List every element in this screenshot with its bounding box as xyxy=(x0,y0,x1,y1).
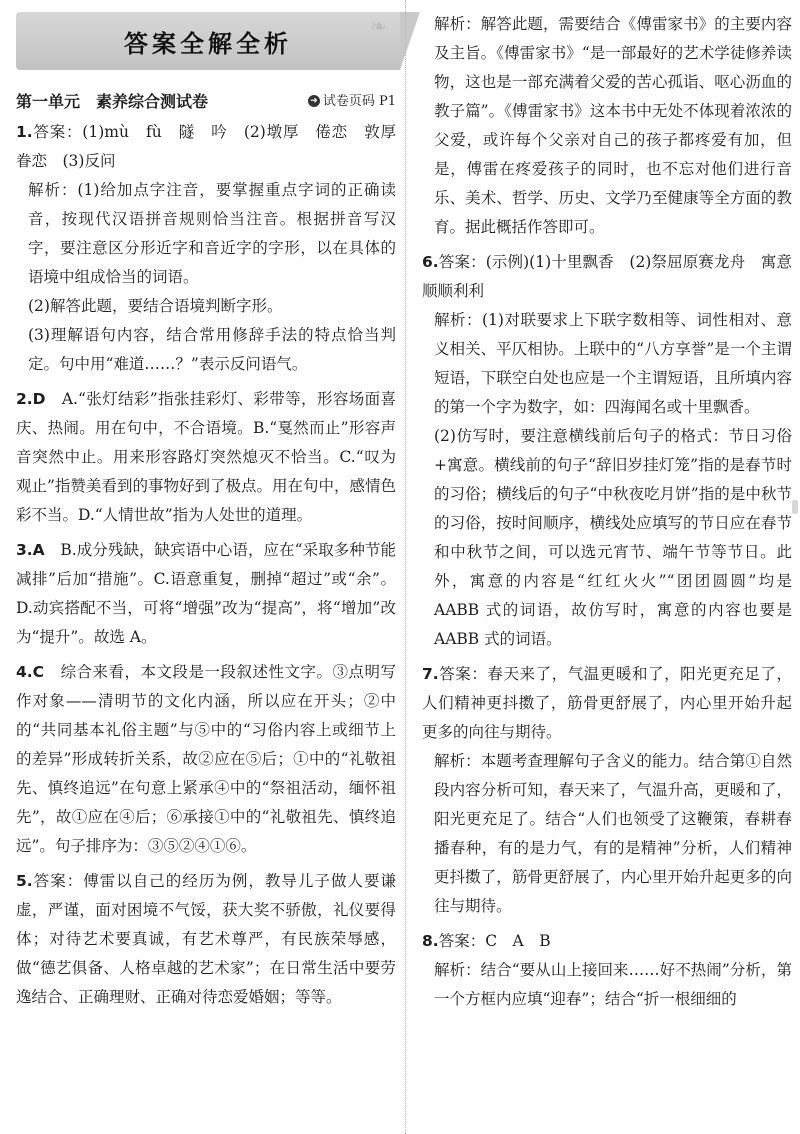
item-number: 1. xyxy=(16,123,33,141)
page-reference xyxy=(308,87,396,116)
unit-header xyxy=(16,86,396,116)
left-column xyxy=(16,86,412,1018)
answer-item-5-continued xyxy=(422,10,792,242)
arrow-right-icon: ➜ xyxy=(308,95,320,107)
item-number: 7. xyxy=(422,665,439,683)
item-text: 解析：结合“要从山上接回来……好不热闹”分析，第一个方框内应填“迎春”；结合“折一根细细的 xyxy=(434,961,792,1008)
item-text: B.成分残缺，缺宾语中心语，应在“采取多种节能减排”后加“措施”。C.语意重复，删掉“超过”或“余”。D.动宾搭配不当，可将“增强”改为“提高”，将“增加”改为“提升”。故选 A。 xyxy=(16,541,396,646)
leaf-decoration-icon: ❧ xyxy=(370,14,387,38)
answer-item-8 xyxy=(422,927,792,1014)
item-text: (2)解答此题，要结合语境判断字形。 xyxy=(28,297,283,315)
page-reference-text: 试卷页码 P1 xyxy=(322,93,396,109)
item-text: A.“张灯结彩”指张挂彩灯、彩带等，形容场面喜庆、热闹。用在句中，不合语境。B.“戛然而止”形容声音突然中止。用来形容路灯突然熄灭不恰当。C.“叹为观止”指赞美看到的事物好到了极点。用在句中，感情色彩不当。D.“人情世故”指为人处世的道理。 xyxy=(16,390,396,524)
item-text: 答案：春天来了，气温更暖和了，阳光更充足了，人们精神更抖擞了，筋骨更舒展了，内心里开始升起更多的向往与期待。 xyxy=(422,665,792,741)
answer-item-6 xyxy=(422,248,792,654)
page-title: 答案全解全析 xyxy=(124,30,292,58)
answer-item-3 xyxy=(16,536,396,652)
item-text: 答案：傅雷以自己的经历为例，教导儿子做人要谦虚，严谨，面对困境不气馁，获大奖不骄傲，礼仪要得体；对待艺术要真诚，有艺术尊严，有民族荣辱感，做“德艺俱备、人格卓越的艺术家”；在日常生活中要劳逸结合、正确理财、正确对待恋爱婚姻；等等。 xyxy=(16,872,396,1006)
item-number: 4.C xyxy=(16,663,45,681)
item-number: 2.D xyxy=(16,390,46,408)
item-text: 综合来看，本文段是一段叙述性文字。③点明写作对象——清明节的文化内涵，所以应在开头；②中的“共同基本礼俗主题”与⑤中的“习俗内容上或细节上的差异”形成转折关系，故②应在⑤后；①中的“礼敬祖先、慎终追远”在句意上紧承④中的“祭祖活动，缅怀祖先”，故①应在④后；⑥承接①中的“礼敬祖先、慎终追远”。句子排序为：③⑤②④①⑥。 xyxy=(16,663,396,855)
answer-item-2 xyxy=(16,385,396,530)
item-number: 3.A xyxy=(16,541,45,559)
item-text: (2)仿写时，要注意横线前后句子的格式：节日习俗+寓意。横线前的句子“辞旧岁挂灯笼”指的是春节时的习俗；横线后的句子“中秋夜吃月饼”指的是中秋节的习俗，按时间顺序，横线处应填写的节日应在春节和中秋节之间，可以选元宵节、端午节等节日。此外，寓意的内容是“红红火火”“团团圆圆”均是 AABB 式的词语，故仿写时，寓意的内容也要是 AABB 式的词语。 xyxy=(434,427,792,648)
header-banner xyxy=(16,12,400,70)
item-text: 解析：解答此题，需要结合《傅雷家书》的主要内容及主旨。《傅雷家书》“是一部最好的艺术学徒修养读物，这也是一部充满着父爱的苦心孤诣、呕心沥血的教子篇”。《傅雷家书》这本书中无处不体现着浓浓的父爱，或许每个父亲对自己的孩子都疼爱有加，但是，傅雷在疼爱孩子的同时，也不忘对他们进行音乐、美术、哲学、历史、文学乃至健康等全方面的教育。据此概括作答即可。 xyxy=(434,15,792,236)
item-text: (3)理解语句内容，结合常用修辞手法的特点恰当判定。句中用“难道……？”表示反问语气。 xyxy=(28,326,396,373)
item-text: 解析：本题考查理解句子含义的能力。结合第①自然段内容分析可知，春天来了，气温升高，更暖和了，阳光更充足了。结合“人们也领受了这鞭策，春耕春播春种，有的是力气，有的是精神”分析，人们精神更抖擞了，筋骨更舒展了，内心里开始升起更多的向往与期待。 xyxy=(434,752,792,915)
item-text: 解析：(1)对联要求上下联字数相等、词性相对、意义相关、平仄相协。上联中的“八方享誉”是一个主谓短语，下联空白处也应是一个主谓短语，且所填内容的第一个字为数字，如：四海闻名或十里飘香。 xyxy=(434,311,792,416)
item-text: 答案：(示例)(1)十里飘香 (2)祭屈原赛龙舟 寓意顺顺利利 xyxy=(422,253,792,300)
answer-item-5 xyxy=(16,867,396,1012)
answer-item-4 xyxy=(16,658,396,861)
column-divider xyxy=(405,0,406,1134)
item-number: 5. xyxy=(16,872,33,890)
item-text: 解析：(1)给加点字注音，要掌握重点字词的正确读音，按现代汉语拼音规则恰当注音。根据拼音写汉字，要注意区分形近字和音近字的字形，以在具体的语境中组成恰当的词语。 xyxy=(28,181,396,286)
item-number: 6. xyxy=(422,253,439,271)
item-text: 答案：(1)mù fù 隧 吟 (2)墩厚 倦恋 敦厚 眷恋 (3)反问 xyxy=(16,123,412,170)
item-number: 8. xyxy=(422,932,439,950)
answer-item-7 xyxy=(422,660,792,921)
page-edge-mark xyxy=(792,500,798,514)
answer-item-1 xyxy=(16,118,412,379)
right-column xyxy=(422,10,792,1020)
item-text: 答案：C A B xyxy=(438,932,551,950)
unit-title: 第一单元 素养综合测试卷 xyxy=(16,91,209,111)
